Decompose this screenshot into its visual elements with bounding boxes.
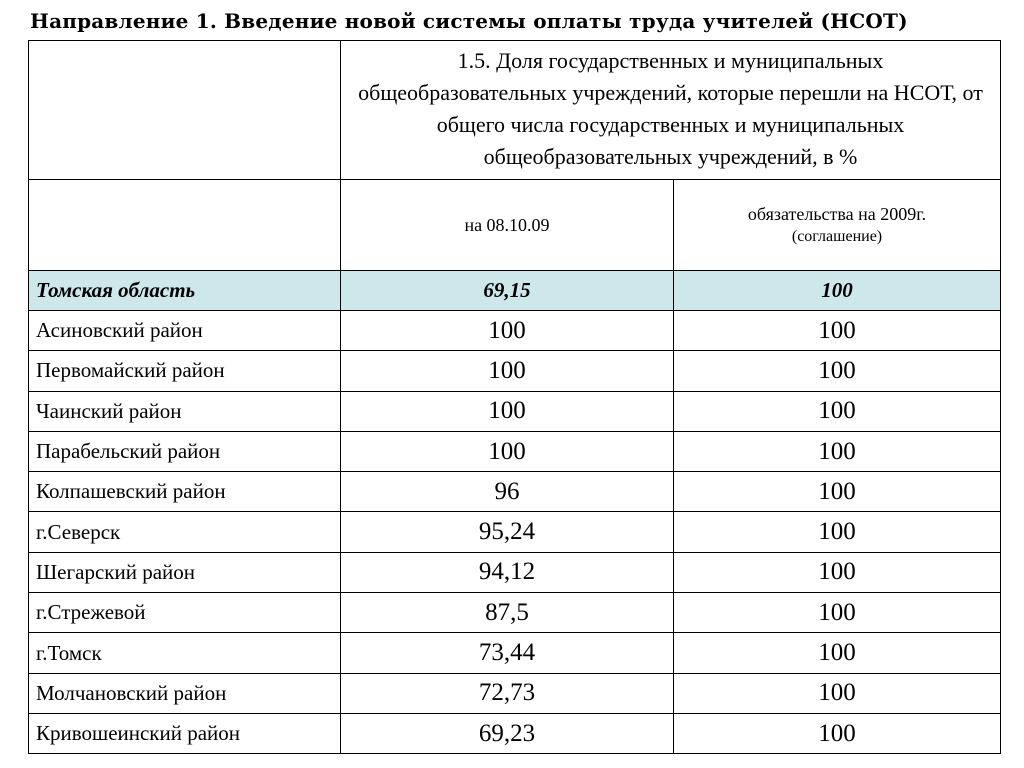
district-target: 100	[674, 713, 1001, 753]
district-name: Асиновский район	[29, 311, 341, 351]
region-total-row	[29, 271, 1001, 311]
table-row	[29, 311, 1001, 351]
district-target: 100	[674, 512, 1001, 552]
district-target: 100	[674, 472, 1001, 512]
col-target-label-main: обязательства на 2009г.	[747, 204, 927, 224]
district-target: 100	[674, 673, 1001, 713]
district-target: 100	[674, 351, 1001, 391]
district-value: 100	[341, 431, 674, 471]
district-value: 100	[341, 311, 674, 351]
district-name: Молчановский район	[29, 673, 341, 713]
page-title: Направление 1. Введение новой системы оплаты труда учителей (НСОТ)	[30, 9, 908, 33]
district-name: г.Стрежевой	[29, 593, 341, 633]
district-name: Чаинский район	[29, 391, 341, 431]
header-empty-cell	[29, 41, 341, 180]
district-name: Колпашевский район	[29, 472, 341, 512]
table-row	[29, 351, 1001, 391]
district-rows	[29, 311, 1001, 754]
district-value: 100	[341, 391, 674, 431]
district-target: 100	[674, 431, 1001, 471]
district-target: 100	[674, 552, 1001, 592]
col-target-label-note: (соглашение)	[791, 228, 883, 245]
district-name: Первомайский район	[29, 351, 341, 391]
district-target: 100	[674, 633, 1001, 673]
district-value: 69,23	[341, 713, 674, 753]
header-row-columns	[29, 180, 1001, 271]
district-value: 100	[341, 351, 674, 391]
district-value: 87,5	[341, 593, 674, 633]
header-indicator-cell	[341, 41, 1001, 180]
table-row	[29, 431, 1001, 471]
indicator-table	[28, 40, 1001, 754]
header-row-indicator	[29, 41, 1001, 180]
header-empty-cell	[29, 180, 341, 271]
col-target-label	[674, 202, 1000, 248]
table-row	[29, 633, 1001, 673]
indicator-description: 1.5. Доля государственных и муниципальных общеобразовательных учреждений, которые перешли на НСОТ, от общего числа государственных и муниципальных общеобразовательных учреждений, в %	[358, 48, 983, 169]
district-value: 73,44	[341, 633, 674, 673]
region-value: 69,15	[341, 271, 674, 311]
district-value: 94,12	[341, 552, 674, 592]
district-target: 100	[674, 311, 1001, 351]
district-name: г.Северск	[29, 512, 341, 552]
district-name: Шегарский район	[29, 552, 341, 592]
table-row	[29, 472, 1001, 512]
district-value: 72,73	[341, 673, 674, 713]
table-row	[29, 552, 1001, 592]
district-name: г.Томск	[29, 633, 341, 673]
table-row	[29, 512, 1001, 552]
table-row	[29, 673, 1001, 713]
header-col-current	[341, 180, 674, 271]
header-col-target	[674, 180, 1001, 271]
district-target: 100	[674, 593, 1001, 633]
district-value: 96	[341, 472, 674, 512]
col-current-label: на 08.10.09	[464, 215, 550, 235]
district-target: 100	[674, 391, 1001, 431]
region-name: Томская область	[29, 271, 341, 311]
district-name: Кривошеинский район	[29, 713, 341, 753]
district-name: Парабельский район	[29, 431, 341, 471]
district-value: 95,24	[341, 512, 674, 552]
region-target: 100	[674, 271, 1001, 311]
table-row	[29, 391, 1001, 431]
table-row	[29, 593, 1001, 633]
table-row	[29, 713, 1001, 753]
